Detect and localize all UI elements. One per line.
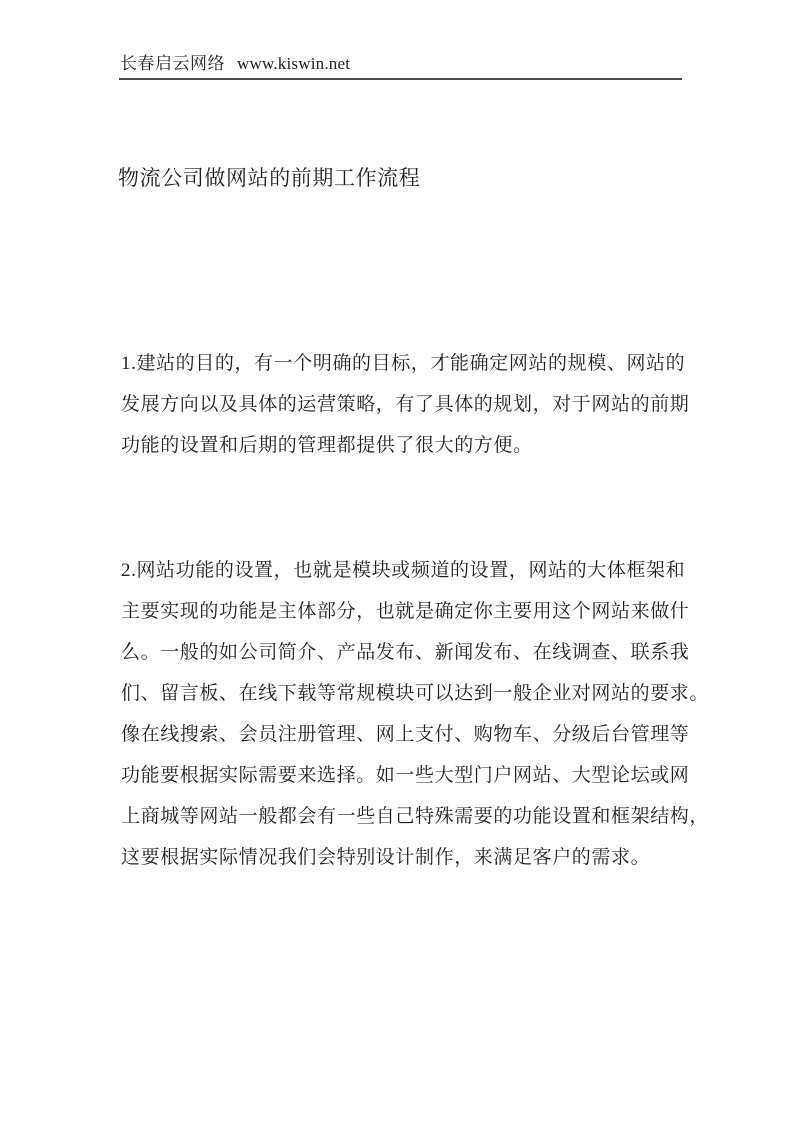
text-line: 功能的设置和后期的管理都提供了很大的方便。 [121, 435, 533, 456]
website-url: www.kiswin.net [237, 54, 351, 73]
text-line: 像在线搜索、会员注册管理、网上支付、购物车、分级后台管理等 [121, 724, 690, 745]
paragraph-1 [121, 343, 721, 466]
text-line: 功能要根据实际需要来选择。如一些大型门户网站、大型论坛或网 [121, 765, 690, 786]
text-line: 们、留言板、在线下载等常规模块可以达到一般企业对网站的要求。 [121, 683, 710, 704]
text-line: 发展方向以及具体的运营策略，有了具体的规划，对于网站的前期 [121, 394, 690, 415]
document-title: 物流公司做网站的前期工作流程 [118, 166, 421, 190]
text-line: 1.建站的目的，有一个明确的目标，才能确定网站的规模、网站的 [121, 353, 686, 374]
text-line: 这要根据实际情况我们会特别设计制作，来满足客户的需求。 [121, 847, 651, 868]
text-line: 上商城等网站一般都会有一些自己特殊需要的功能设置和框架结构， [121, 806, 710, 827]
company-name: 长春启云网络 [120, 54, 225, 73]
header-divider [119, 78, 682, 80]
text-line: 主要实现的功能是主体部分，也就是确定你主要用这个网站来做什 [121, 601, 690, 622]
text-line: 2.网站功能的设置，也就是模块或频道的设置，网站的大体框架和 [121, 560, 686, 581]
page-header [120, 52, 350, 76]
paragraph-2 [121, 550, 721, 878]
text-line: 么。一般的如公司简介、产品发布、新闻发布、在线调查、联系我 [121, 642, 690, 663]
